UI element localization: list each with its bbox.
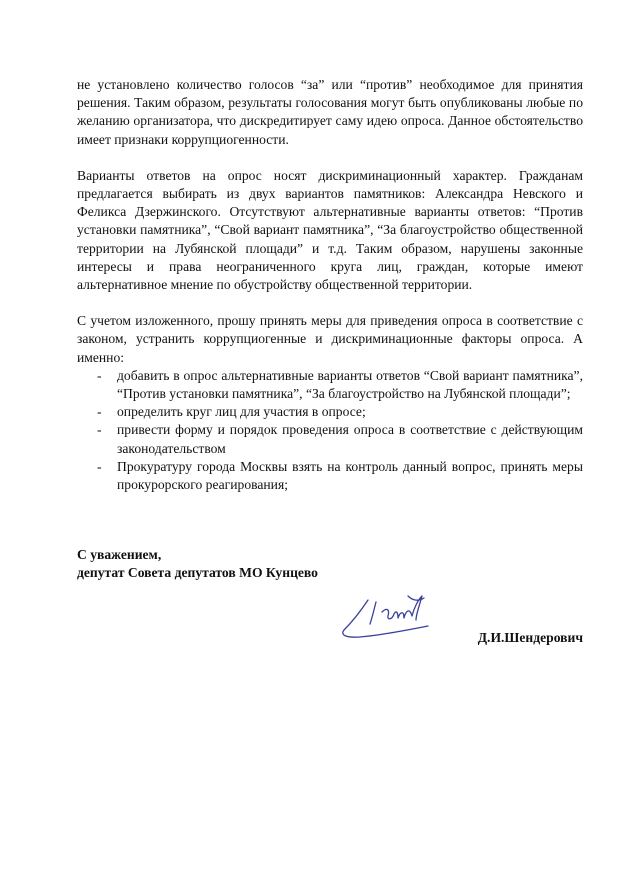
list-item-text: Прокуратуру города Москвы взять на контроль данный вопрос, принять меры прокурорского реагирования; — [117, 458, 583, 493]
list-item — [77, 421, 583, 457]
list-dash: - — [97, 458, 102, 474]
list-dash: - — [97, 422, 102, 438]
list-item-text: привести форму и порядок проведения опроса в соответствие с действующим законодательством — [117, 422, 583, 456]
list-item-text: добавить в опрос альтернативные варианты ответов “Свой вариант памятника”, “Против установки памятника”, “За благоустройство на Лубянской площади”; — [117, 367, 583, 402]
request-list — [77, 367, 583, 494]
paragraph-spacer — [77, 294, 583, 312]
list-item — [77, 367, 583, 403]
list-item — [77, 458, 583, 494]
signer-position: депутат Совета депутатов МО Кунцево — [77, 565, 318, 581]
closing-greeting: С уважением, — [77, 547, 162, 563]
handwritten-signature — [338, 590, 438, 642]
paragraph-request: С учетом изложенного, прошу принять меры для приведения опроса в соответствие с законом, устранить коррупциогенные и дискриминационные факторы опроса. А именно: — [77, 313, 583, 365]
letter-body — [77, 76, 583, 583]
list-dash: - — [97, 404, 102, 420]
list-dash: - — [97, 367, 102, 383]
signature-stroke — [343, 596, 428, 637]
paragraph-discriminatory-options: Варианты ответов на опрос носят дискриминационный характер. Гражданам предлагается выбирать из двух вариантов памятников: Александра Невского и Феликса Дзержинского. Отсутствуют альтернативные варианты ответов: “Против установки памятника”, “Свой вариант памятника”, “За благоустройство общественной территории на Лубянской площади” и т.д. Таким образом, нарушены законные интересы и права неограниченного круга лиц, граждан, которые имеют альтернативное мнение по обустройству общественной территории. — [77, 167, 583, 293]
list-item-text: определить круг лиц для участия в опросе; — [117, 404, 366, 420]
paragraph-voting-threshold: не установлено количество голосов “за” или “против” необходимое для принятия решения. Таким образом, результаты голосования могут быть опубликованы любые по желанию организатора, что дискредитирует саму идею опроса. Данное обстоятельство имеет признаки коррупциогенности. — [77, 77, 583, 147]
closing-spacer — [77, 494, 583, 546]
paragraph-spacer — [77, 149, 583, 167]
list-item — [77, 403, 583, 421]
signer-name: Д.И.Шендерович — [477, 630, 583, 645]
